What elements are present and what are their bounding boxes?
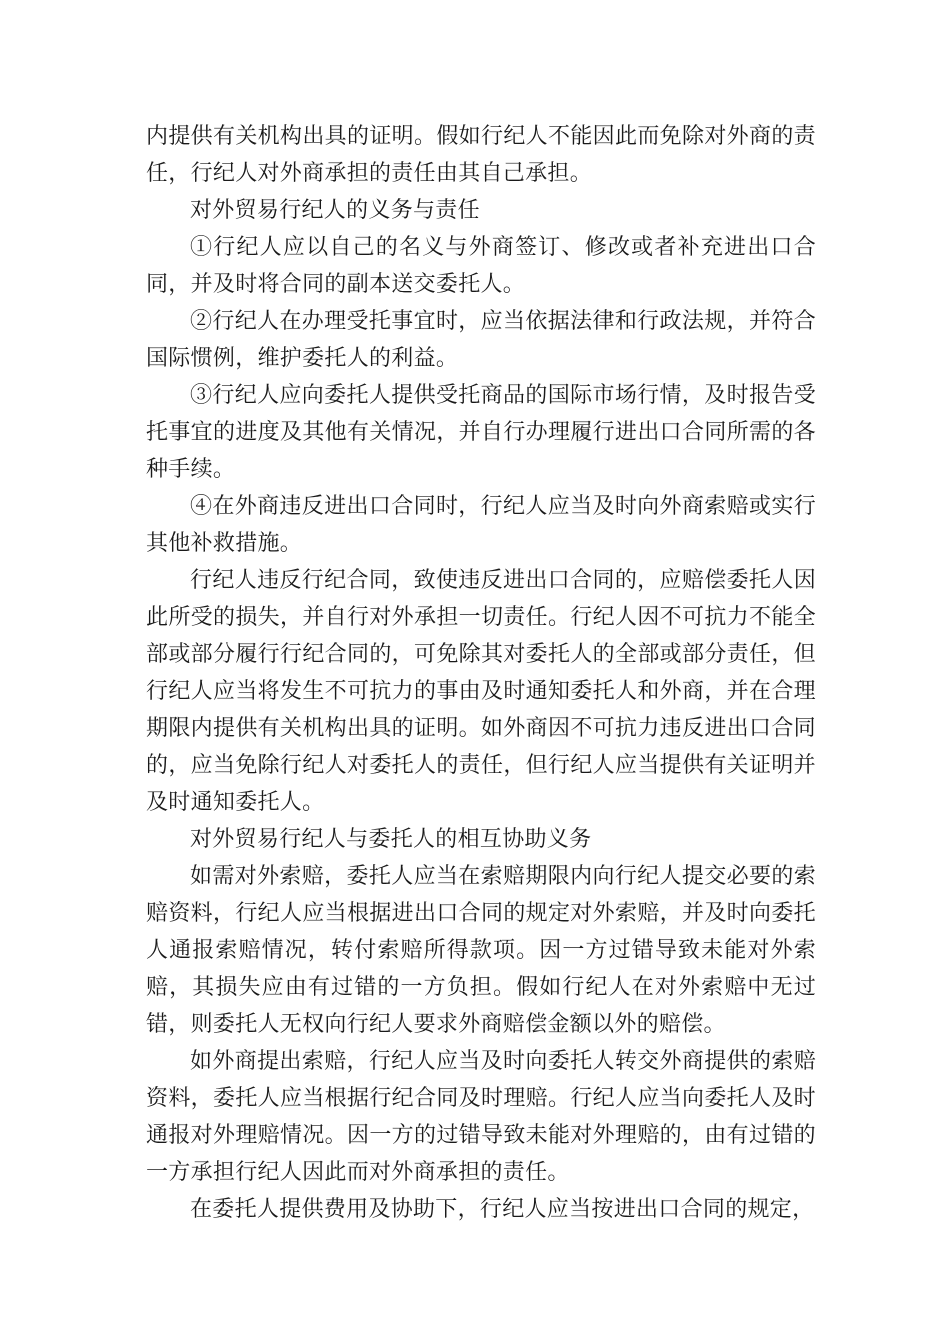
section-heading-obligations: 对外贸易行纪人的义务与责任 — [190, 198, 480, 223]
paragraph-item-2: ②行纪人在办理受托事宜时，应当依据法律和行政法规，并符合国际惯例，维护委托人的利益。 — [146, 309, 816, 371]
paragraph-item-4: ④在外商违反进出口合同时，行纪人应当及时向外商索赔或实行其他补救措施。 — [146, 494, 816, 556]
document-page — [146, 118, 816, 1228]
paragraph-continuation: 在委托人提供费用及协助下，行纪人应当按进出口合同的规定， — [190, 1197, 815, 1222]
section-heading-mutual-assistance: 对外贸易行纪人与委托人的相互协助义务 — [190, 827, 592, 852]
paragraph-breach-liability: 行纪人违反行纪合同，致使违反进出口合同的，应赔偿委托人因此所受的损失，并自行对外承担一切责任。行纪人因不可抗力不能全部或部分履行行纪合同的，可免除其对委托人的全部或部分责任，但行纪人应当将发生不可抗力的事由及时通知委托人和外商，并在合理期限内提供有关机构出具的证明。如外商因不可抗力违反进出口合同的，应当免除行纪人对委托人的责任，但行纪人应当提供有关证明并及时通知委托人。 — [146, 568, 816, 815]
paragraph-item-1: ①行纪人应以自己的名义与外商签订、修改或者补充进出口合同，并及时将合同的副本送交委托人。 — [146, 235, 816, 297]
paragraph-claims-outgoing: 如需对外索赔，委托人应当在索赔期限内向行纪人提交必要的索赔资料，行纪人应当根据进出口合同的规定对外索赔，并及时向委托人通报索赔情况，转付索赔所得款项。因一方过错导致未能对外索赔，其损失应由有过错的一方负担。假如行纪人在对外索赔中无过错，则委托人无权向行纪人要求外商赔偿金额以外的赔偿。 — [146, 864, 816, 1037]
paragraph-item-3: ③行纪人应向委托人提供受托商品的国际市场行情，及时报告受托事宜的进度及其他有关情况，并自行办理履行进出口合同所需的各种手续。 — [146, 383, 816, 482]
paragraph-claims-incoming: 如外商提出索赔，行纪人应当及时向委托人转交外商提供的索赔资料，委托人应当根据行纪合同及时理赔。行纪人应当向委托人及时通报对外理赔情况。因一方的过错导致未能对外理赔的，由有过错的一方承担行纪人因此而对外商承担的责任。 — [146, 1049, 816, 1185]
paragraph-1: 内提供有关机构出具的证明。假如行纪人不能因此而免除对外商的责任，行纪人对外商承担的责任由其自己承担。 — [146, 124, 816, 186]
